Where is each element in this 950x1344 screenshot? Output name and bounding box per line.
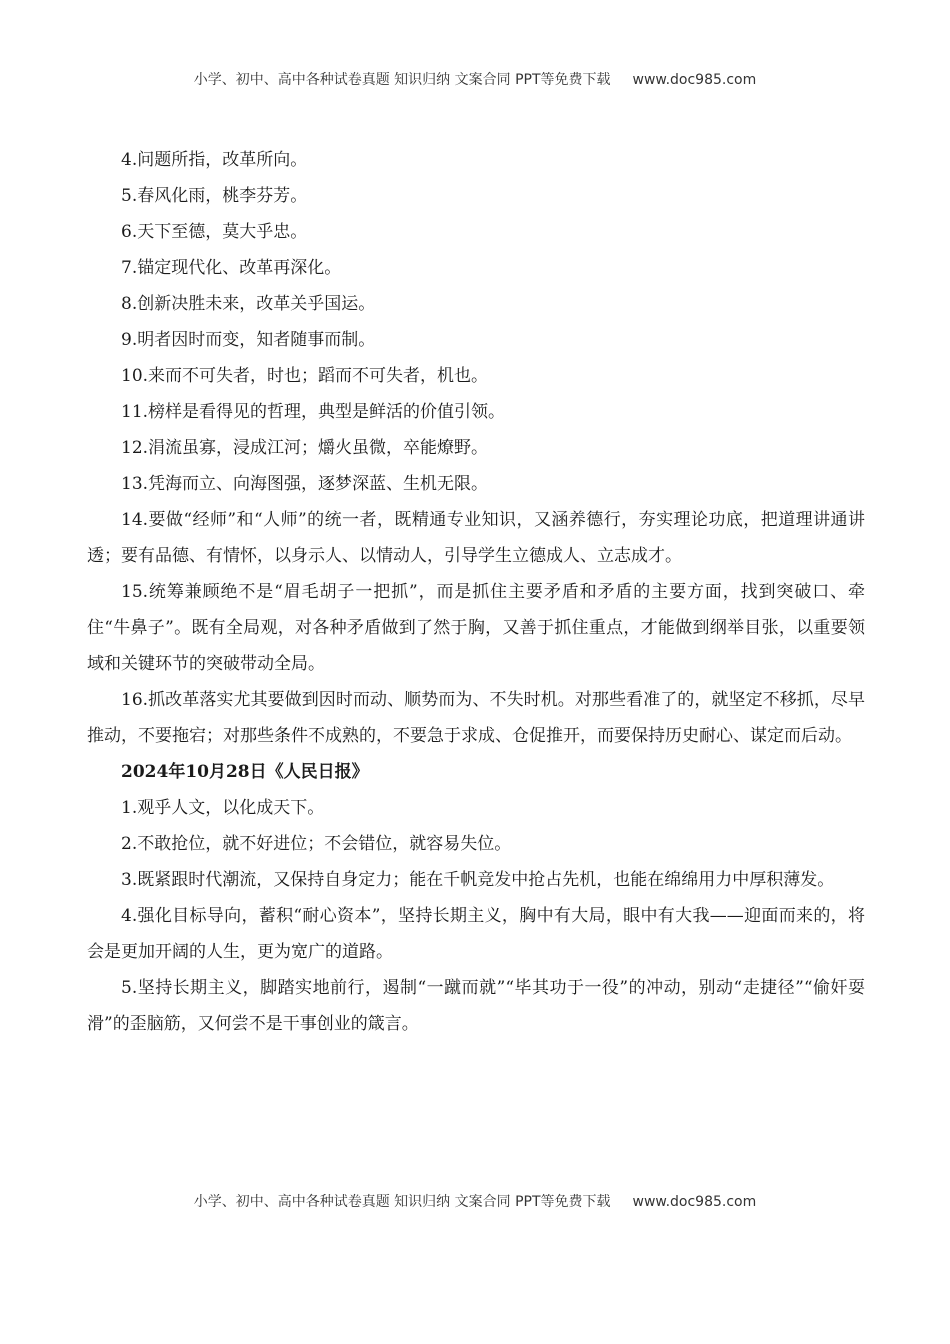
quote-paragraph: 15.统筹兼顾绝不是“眉毛胡子一把抓”，而是抓住主要矛盾和矛盾的主要方面，找到突破口、牵住“牛鼻子”。既有全局观，对各种矛盾做到了然于胸，又善于抓住重点，才能做到纲举目张，以重要领域和关键环节的突破带动全局。 <box>87 582 865 674</box>
quote-paragraph: 4.强化目标导向，蓄积“耐心资本”，坚持长期主义，胸中有大局，眼中有大我——迎面而来的，将会是更加开阔的人生，更为宽广的道路。 <box>87 906 865 962</box>
page-header <box>0 69 950 89</box>
section-heading: 2024年10月28日《人民日报》 <box>121 762 369 782</box>
quote-paragraph: 3.既紧跟时代潮流，又保持自身定力；能在千帆竞发中抢占先机，也能在绵绵用力中厚积薄发。 <box>121 870 835 890</box>
quote-line: 1.观乎人文，以化成天下。 <box>121 798 325 818</box>
quote-line: 7.锚定现代化、改革再深化。 <box>121 258 342 278</box>
document-body <box>87 142 865 1042</box>
quote-paragraph: 16.抓改革落实尤其要做到因时而动、顺势而为、不失时机。对那些看准了的，就坚定不移抓，尽早推动，不要拖宕；对那些条件不成熟的，不要急于求成、仓促推开，而要保持历史耐心、谋定而后动。 <box>87 690 865 746</box>
quote-line: 5.春风化雨，桃李芬芳。 <box>121 186 308 206</box>
footer-site-link[interactable]: www.doc985.com <box>632 1194 757 1210</box>
quote-line: 4.问题所指，改革所向。 <box>121 150 308 170</box>
quote-line: 13.凭海而立、向海图强，逐梦深蓝、生机无限。 <box>121 474 489 494</box>
header-text: 小学、初中、高中各种试卷真题 知识归纳 文案合同 PPT等免费下载 <box>193 72 611 88</box>
page-footer <box>0 1191 950 1211</box>
quote-line: 2.不敢抢位，就不好进位；不会错位，就容易失位。 <box>121 834 512 854</box>
quote-line: 12.涓流虽寡，浸成江河；爝火虽微，卒能燎野。 <box>121 438 489 458</box>
quote-line: 10.来而不可失者，时也；蹈而不可失者，机也。 <box>121 366 489 386</box>
quote-line: 9.明者因时而变，知者随事而制。 <box>121 330 376 350</box>
footer-text: 小学、初中、高中各种试卷真题 知识归纳 文案合同 PPT等免费下载 <box>193 1194 611 1210</box>
quote-paragraph: 14.要做“经师”和“人师”的统一者，既精通专业知识，又涵养德行，夯实理论功底，把道理讲通讲透；要有品德、有情怀，以身示人、以情动人，引导学生立德成人、立志成才。 <box>87 510 865 566</box>
quote-line: 8.创新决胜未来，改革关乎国运。 <box>121 294 376 314</box>
quote-line: 11.榜样是看得见的哲理，典型是鲜活的价值引领。 <box>121 402 506 422</box>
header-site-link[interactable]: www.doc985.com <box>632 72 757 88</box>
quote-line: 6.天下至德，莫大乎忠。 <box>121 222 308 242</box>
quote-paragraph: 5.坚持长期主义，脚踏实地前行，遏制“一蹴而就”“毕其功于一役”的冲动，别动“走捷径”“偷奸耍滑”的歪脑筋，又何尝不是干事创业的箴言。 <box>87 978 865 1034</box>
